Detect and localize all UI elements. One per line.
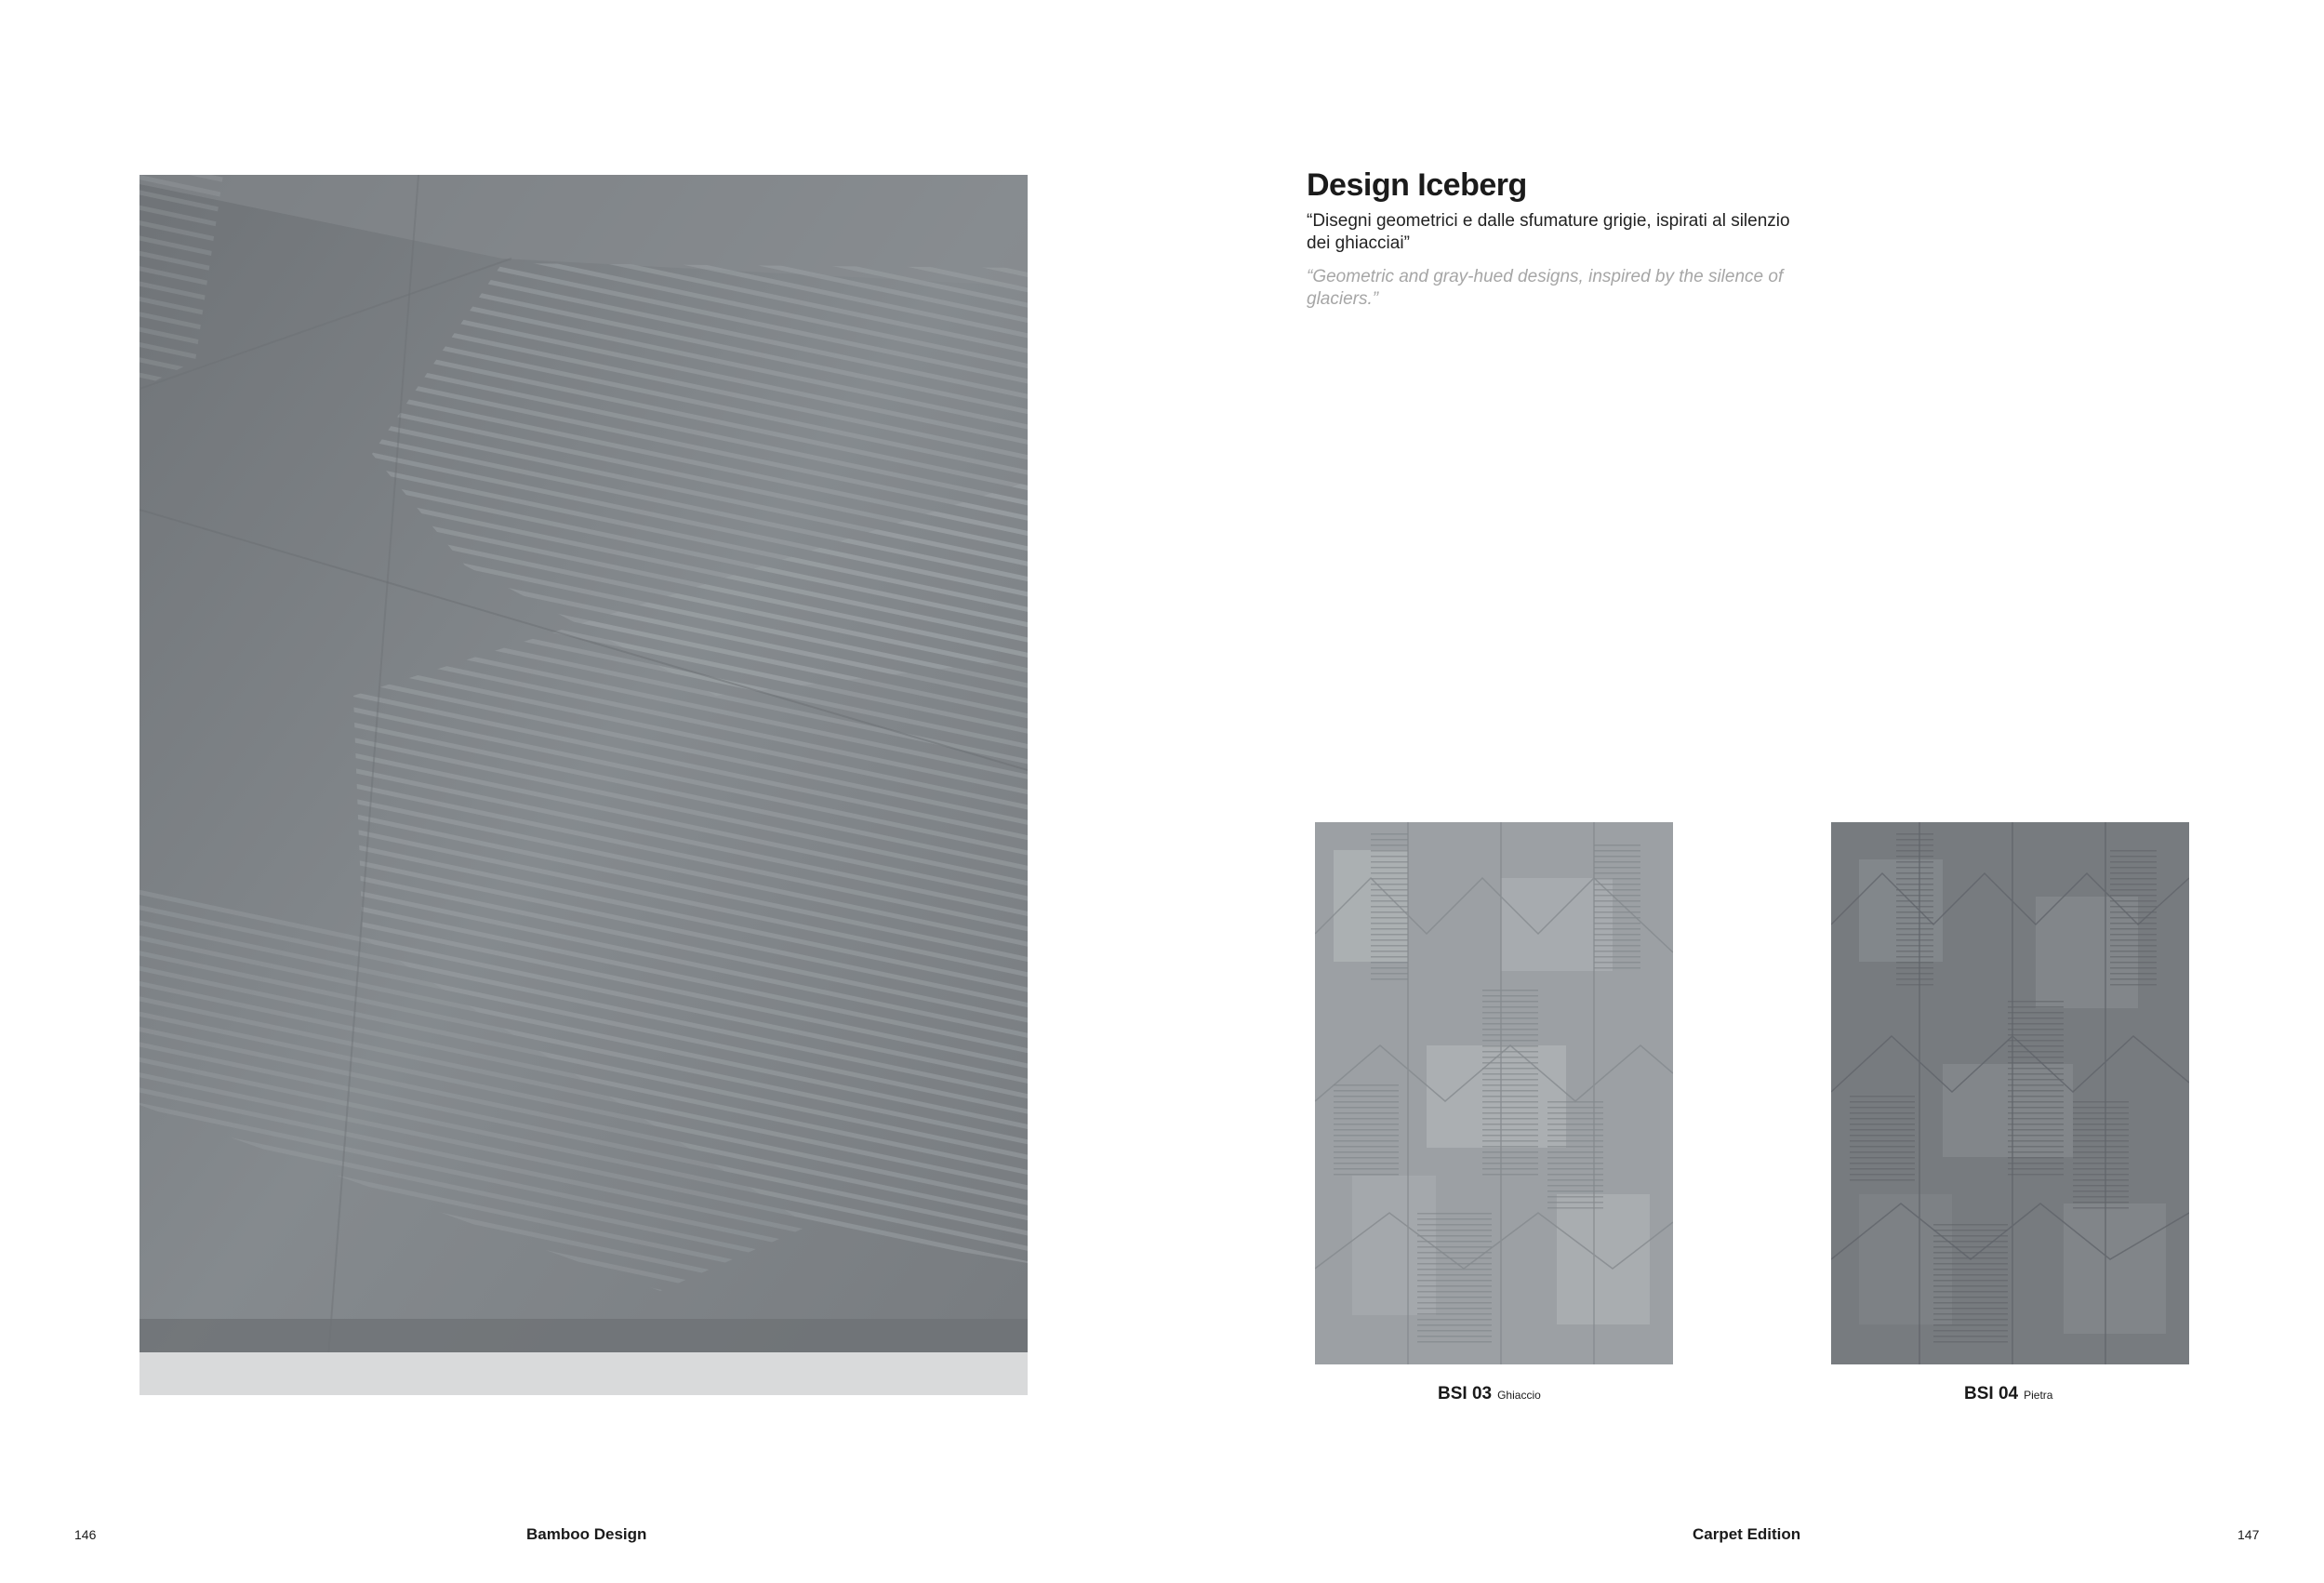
quote-italian: “Disegni geometrici e dalle sfumature grigie, ispirati al silenzio dei ghiacciai” (1307, 211, 1790, 253)
page-number-right: 147 (2238, 1527, 2260, 1542)
rug-detail-photo (139, 175, 1028, 1395)
product-caption-bsi03 (1438, 1384, 1541, 1404)
running-title-right: Carpet Edition (1693, 1525, 1801, 1543)
rug-detail-image (139, 175, 1028, 1395)
product-code: BSI 04 (1964, 1384, 2019, 1403)
product-color-name: Ghiaccio (1497, 1389, 1541, 1402)
rug-bsi03-picture (1315, 822, 1673, 1364)
collection-title: Design Iceberg (1307, 167, 1527, 203)
quote-english: “Geometric and gray-hued designs, inspired by the silence of glaciers.” (1307, 267, 1784, 309)
rug-image-bsi03 (1315, 822, 1673, 1364)
rug-image-bsi04 (1831, 822, 2189, 1364)
page-number-left: 146 (74, 1527, 97, 1542)
rug-bsi04-picture (1831, 822, 2189, 1364)
product-color-name: Pietra (2024, 1389, 2053, 1402)
product-code: BSI 03 (1438, 1384, 1493, 1403)
product-caption-bsi04 (1964, 1384, 2052, 1404)
running-title-left: Bamboo Design (526, 1525, 647, 1543)
